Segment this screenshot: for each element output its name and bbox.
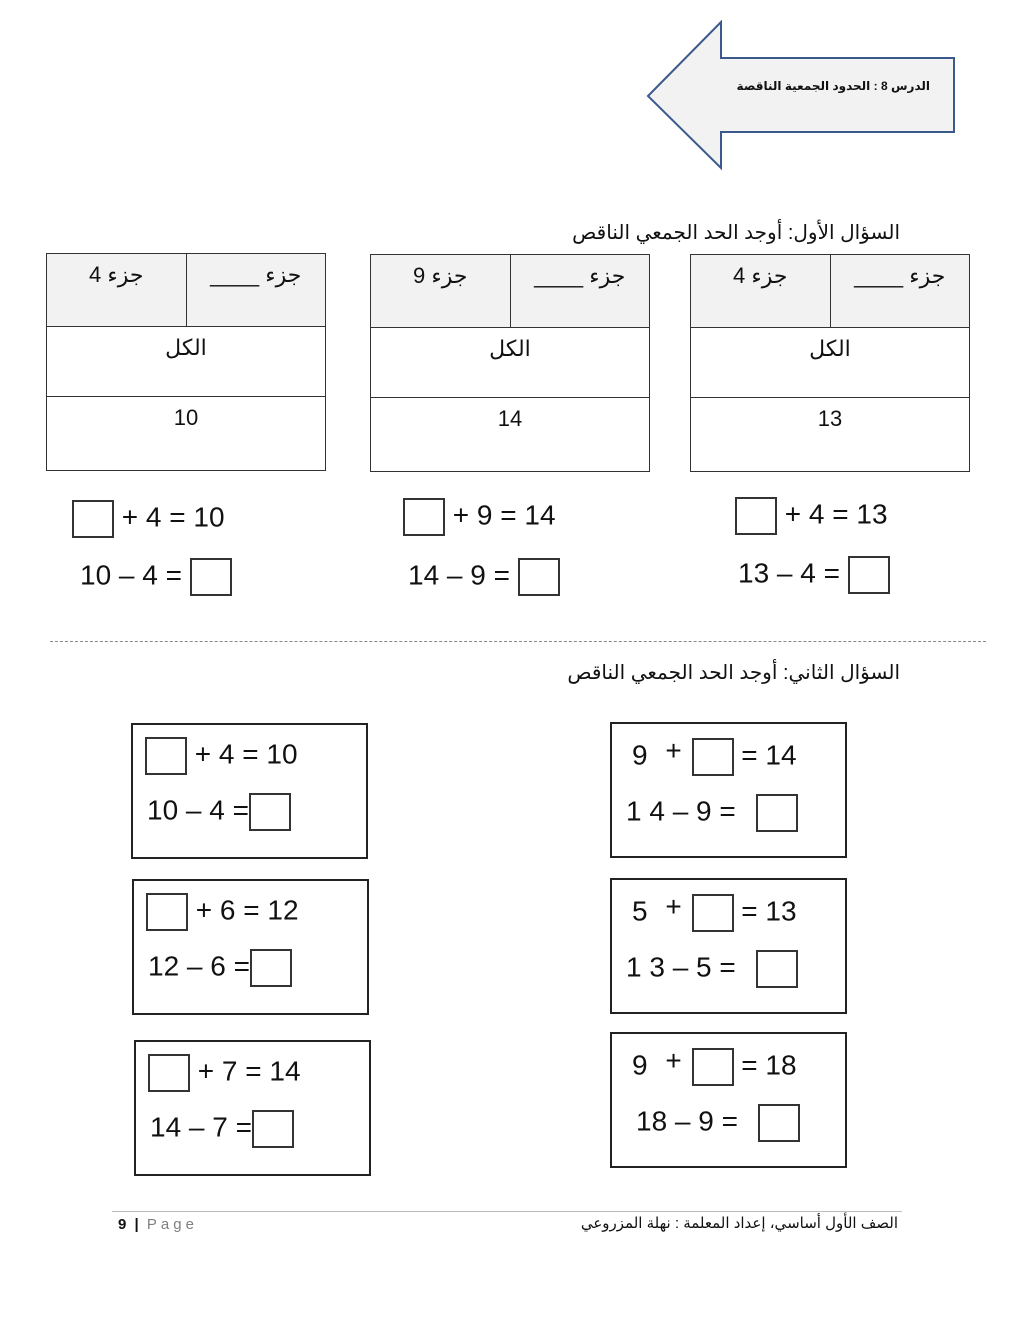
- page-separator: |: [134, 1216, 141, 1233]
- equation-text: 5: [632, 895, 648, 927]
- answer-box[interactable]: [249, 793, 291, 831]
- equation-text: + 6 = 12: [195, 894, 299, 926]
- q1-equation-sub-2: [408, 558, 560, 596]
- answer-box[interactable]: [692, 894, 734, 932]
- table-3-part-right: جزء 4: [89, 262, 144, 287]
- equation-text: 18 – 9 =: [636, 1105, 738, 1137]
- equation-text: = 14: [741, 739, 797, 771]
- equation-text: 9: [632, 1049, 648, 1081]
- equation-text: 10 – 4 =: [80, 559, 182, 591]
- q2-right-box-3: [610, 1032, 847, 1168]
- q2-left-box-2: [132, 879, 369, 1015]
- answer-box[interactable]: [692, 738, 734, 776]
- page-number-footer: [118, 1216, 198, 1233]
- question-1-title: السؤال الأول: أوجد الحد الجمعي الناقص: [572, 222, 900, 244]
- table-2-whole-label: الكل: [489, 336, 531, 361]
- q1-equation-sub-3: [80, 558, 232, 596]
- q1-equation-add-2: [403, 498, 556, 536]
- equation-text: = 13: [741, 895, 797, 927]
- equation-text: + 4 = 10: [194, 738, 298, 770]
- answer-box[interactable]: [252, 1110, 294, 1148]
- equation-text: + 4 = 10: [121, 501, 225, 533]
- table-3-whole-value: 10: [173, 405, 199, 430]
- equation-text: 9: [632, 739, 648, 771]
- table-2-whole-value: 14: [497, 406, 523, 431]
- answer-box[interactable]: [403, 498, 445, 536]
- plus-sign: +: [665, 891, 682, 923]
- table-1-whole-label: الكل: [809, 336, 851, 361]
- q2-right-1-add: [632, 735, 797, 776]
- q2-right-3-sub: [636, 1104, 800, 1142]
- table-3-part-left: جزء ____: [186, 254, 326, 326]
- answer-box[interactable]: [190, 558, 232, 596]
- q2-right-1-sub: [626, 794, 798, 832]
- answer-box[interactable]: [148, 1054, 190, 1092]
- plus-sign: +: [665, 1045, 682, 1077]
- table-1-whole-value: 13: [817, 406, 843, 431]
- footer-rule: [112, 1211, 902, 1212]
- section-divider: [50, 641, 986, 642]
- equation-text: 14 – 7 =: [150, 1111, 252, 1143]
- table-3-whole-label: الكل: [165, 335, 207, 360]
- equation-text: 14 – 9 =: [408, 559, 510, 591]
- q2-left-2-sub: [148, 949, 292, 987]
- equation-text: = 18: [741, 1049, 797, 1081]
- question-2-title: السؤال الثاني: أوجد الحد الجمعي الناقص: [567, 662, 900, 684]
- part-whole-table-2: [370, 254, 650, 472]
- q1-equation-sub-1: [738, 556, 890, 594]
- equation-text: 13 – 4 =: [738, 557, 840, 589]
- equation-text: 12 – 6 =: [148, 950, 250, 982]
- footer-credit: الصف الأول أساسي، إعداد المعلمة : نهلة المزروعي: [580, 1215, 898, 1232]
- answer-box[interactable]: [250, 949, 292, 987]
- equation-text: + 9 = 14: [452, 499, 556, 531]
- q2-left-box-3: [134, 1040, 371, 1176]
- q2-left-3-add: [148, 1054, 301, 1092]
- q2-left-1-sub: [147, 793, 291, 831]
- equation-text: + 4 = 13: [784, 498, 888, 530]
- lesson-title: الدرس 8 : الحدود الجمعية الناقصة: [736, 79, 930, 93]
- plus-sign: +: [665, 735, 682, 767]
- answer-box[interactable]: [692, 1048, 734, 1086]
- q2-right-box-1: [610, 722, 847, 858]
- table-2-part-right: جزء 9: [413, 263, 468, 288]
- equation-text: 1 4 – 9 =: [626, 795, 736, 827]
- left-arrow-shape: [646, 20, 958, 172]
- answer-box[interactable]: [848, 556, 890, 594]
- answer-box[interactable]: [518, 558, 560, 596]
- page-number: 9: [118, 1216, 129, 1233]
- q2-left-1-add: [145, 737, 298, 775]
- q2-right-box-2: [610, 878, 847, 1014]
- q2-left-2-add: [146, 893, 299, 931]
- equation-text: 10 – 4 =: [147, 794, 249, 826]
- answer-box[interactable]: [72, 500, 114, 538]
- part-whole-table-1: [690, 254, 970, 472]
- table-2-part-left: جزء ____: [510, 255, 650, 327]
- answer-box[interactable]: [735, 497, 777, 535]
- q1-equation-add-3: [72, 500, 225, 538]
- q2-right-2-add: [632, 891, 797, 932]
- equation-text: + 7 = 14: [197, 1055, 301, 1087]
- answer-box[interactable]: [756, 794, 798, 832]
- q2-right-2-sub: [626, 950, 798, 988]
- table-1-part-left: جزء ____: [830, 255, 970, 327]
- q2-left-3-sub: [150, 1110, 294, 1148]
- answer-box[interactable]: [146, 893, 188, 931]
- answer-box[interactable]: [145, 737, 187, 775]
- answer-box[interactable]: [758, 1104, 800, 1142]
- equation-text: 1 3 – 5 =: [626, 951, 736, 983]
- part-whole-table-3: [46, 253, 326, 471]
- q2-left-box-1: [131, 723, 368, 859]
- table-1-part-right: جزء 4: [733, 263, 788, 288]
- answer-box[interactable]: [756, 950, 798, 988]
- page-word: Page: [146, 1216, 198, 1233]
- q2-right-3-add: [632, 1045, 797, 1086]
- q1-equation-add-1: [735, 497, 888, 535]
